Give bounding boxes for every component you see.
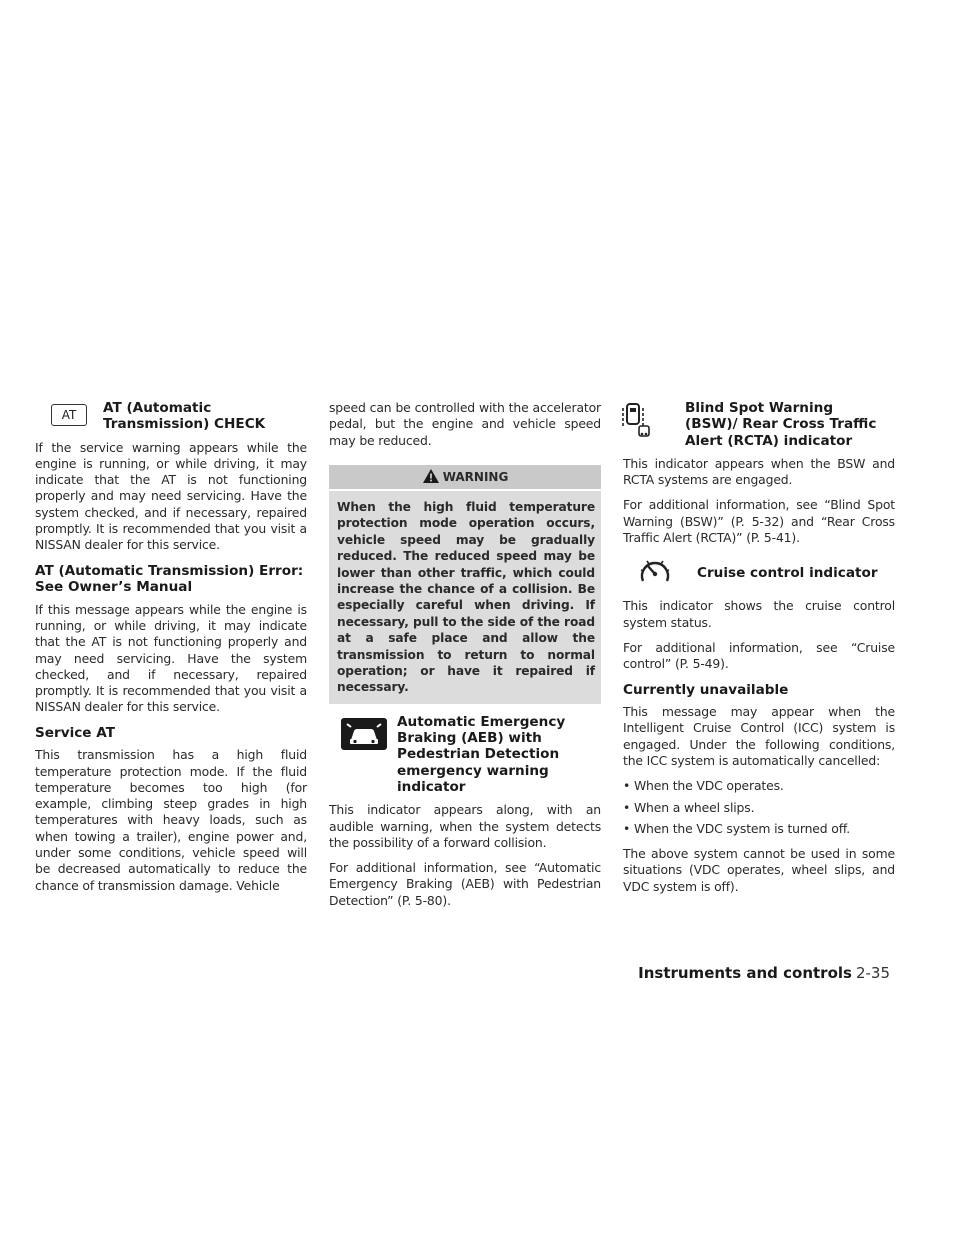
at-check-title: AT (Automatic Transmission) CHECK (103, 400, 266, 433)
blind-spot-icon (621, 400, 653, 440)
aeb-text-2: For additional information, see “Automatic Emergency Braking (AEB) with Pedestrian Detection” (P. 5-80). (329, 860, 601, 908)
bsw-text-1: This indicator appears when the BSW and RCTA systems are engaged. (623, 455, 895, 488)
aeb-text-1: This indicator appears along, with an audible warning, when the system detects the possibility of a forward collision. (329, 802, 601, 850)
bsw-title: Blind Spot Warning (BSW)/ Rear Cross Traffic Alert (RCTA) indicator (685, 400, 877, 449)
warning-label: WARNING (442, 469, 509, 484)
speedometer-icon (637, 555, 673, 587)
aeb-icon-box (329, 714, 397, 754)
unavailable-text: This message may appear when the Intelligent Cruise Control (ICC) system is engaged. Under the following conditions, the ICC system is automatically cancelled: (623, 704, 895, 768)
column-3 (623, 400, 895, 904)
cruise-heading (623, 555, 895, 591)
at-check-text: If the service warning appears while the engine is running, or while driving, it may indicate that the AT is not functioning properly and may need servicing. Have the system checked, and if necessary, repaired promptly. It is recommended that you visit a NISSAN dealer for this service. (35, 439, 307, 553)
cruise-text-2: For additional information, see “Cruise control” (P. 5-49). (623, 639, 895, 672)
bullet-item: • When a wheel slips. (623, 799, 755, 815)
cruise-icon-box (623, 555, 697, 591)
at-check-heading (35, 400, 307, 433)
service-at-title: Service AT (35, 724, 115, 741)
bullet-item: • When the VDC operates. (623, 778, 784, 794)
column-1 (35, 400, 307, 903)
bsw-icon-box (623, 400, 685, 444)
aeb-heading (329, 714, 601, 795)
at-icon-box (35, 400, 103, 426)
page-number: 2-35 (855, 964, 890, 982)
continued-text: speed can be controlled with the accelerator pedal, but the engine and vehicle speed may be reduced. (329, 400, 601, 448)
column-2 (329, 400, 601, 918)
warning-triangle-icon (422, 468, 440, 484)
service-at-text: This transmission has a high fluid temperature protection mode. If the fluid temperature becomes too high (for example, climbing steep grades in high temperatures with heavy loads, such as when towing a trailer), engine power and, under some conditions, vehicle speed will be decreased automatically to reduce the chance of transmission damage. Vehicle (35, 747, 307, 893)
cruise-title: Cruise control indicator (697, 565, 878, 582)
warning-text: When the high fluid temperature protection mode operation occurs, vehicle speed may be gradually reduced. The reduced speed may be lower than other traffic, which could increase the chance of a collision. Be especially careful when driving. If necessary, pull to the side of the road at a safe place and allow the transmission to return to normal operation; or have it repaired if necessary. (329, 491, 601, 704)
bullet-item: • When the VDC system is turned off. (623, 820, 851, 836)
unavailable-text-2: The above system cannot be used in some situations (VDC operates, wheel slips, and VDC system is off). (623, 846, 895, 894)
page-footer (638, 964, 890, 982)
bsw-heading (623, 400, 895, 449)
at-error-text: If this message appears while the engine is running, or while driving, it may indicate that the AT is not functioning properly and may need servicing. Have the system checked, and if necessary, repaired promptly. It is recommended that you visit a NISSAN dealer for this service. (35, 601, 307, 715)
footer-section-title: Instruments and controls (638, 964, 852, 982)
aeb-car-icon (341, 718, 387, 750)
bsw-text-2: For additional information, see “Blind Spot Warning (BSW)” (P. 5-32) and “Rear Cross Traffic Alert (RCTA)” (P. 5-41). (623, 497, 895, 546)
aeb-title: Automatic Emergency Braking (AEB) with Pedestrian Detection emergency warning indicator (397, 713, 566, 795)
cruise-text-1: This indicator shows the cruise control system status. (623, 598, 895, 630)
at-error-title: AT (Automatic Transmission) Error: See Owner’s Manual (35, 562, 304, 596)
unavailable-title: Currently unavailable (623, 681, 789, 698)
at-transmission-icon: AT (51, 404, 87, 426)
warning-header (329, 465, 601, 489)
